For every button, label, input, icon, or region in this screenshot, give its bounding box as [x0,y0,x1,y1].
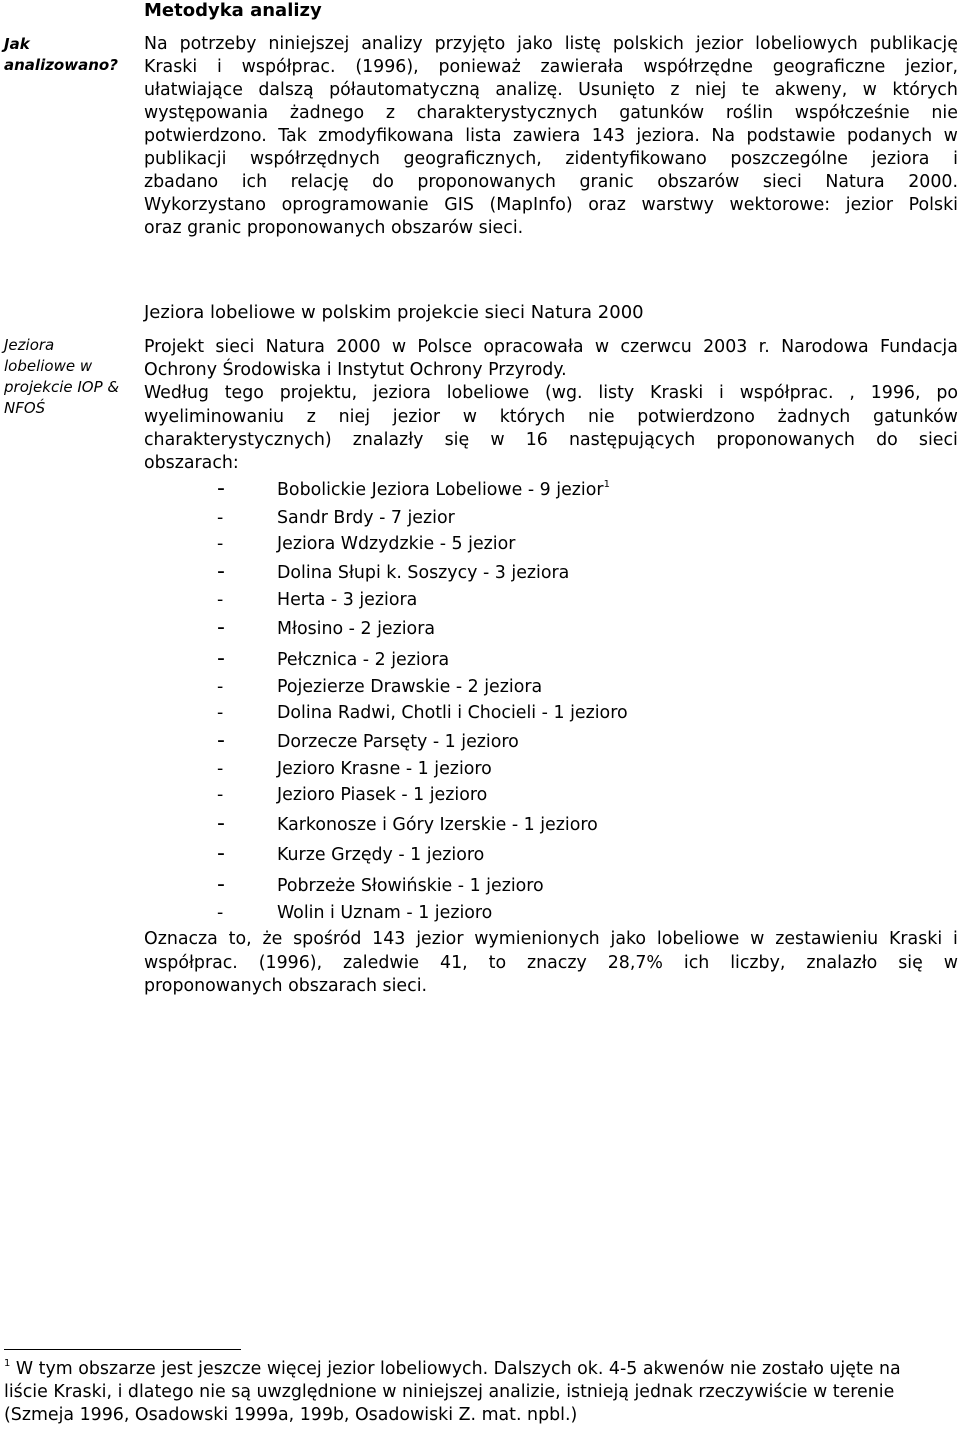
word: sieci [918,430,958,450]
word: nie [588,407,615,427]
word: proponowanych [716,430,855,450]
paragraph-line: oraz granic proponowanych obszarów sieci. [144,218,524,238]
list-dash: - [217,811,225,836]
word: Kraski [889,929,943,949]
word: poszczególne [730,149,848,169]
word: (wg. [545,383,583,403]
word: w [462,407,477,427]
word: Usunięto [578,80,655,100]
word: r. [758,337,770,357]
word: zestawieniu [775,929,879,949]
list-dash: - [217,759,224,779]
word: lobeliowe [446,383,530,403]
word: do [876,430,898,450]
word: ponieważ [438,57,521,77]
word: Tak [278,126,307,146]
word: warstwy [641,195,714,215]
word: akweny, [774,80,848,100]
word: współcześnie [794,103,910,123]
word: dalszą [258,80,314,100]
list-item: Jezioro Piasek - 1 jezioro [277,785,488,805]
word: analizę. [495,80,563,100]
list-item: Pełcznica - 2 jeziora [277,650,450,670]
word: gatunków [873,407,958,427]
word: występowania [144,103,269,123]
section-heading-natura: Jeziora lobeliowe w polskim projekcie sieci Natura 2000 [144,302,644,323]
word: i [719,383,724,403]
word: się [444,430,470,450]
word: opracowała [483,337,584,357]
word: 1996, [870,383,921,403]
list-item: Kurze Grzędy - 1 jezioro [277,845,485,865]
word: jeziora. [636,126,700,146]
word: się [898,953,923,973]
list-item: Jeziora Wdzydzkie - 5 jezior [277,534,516,554]
list-dash: - [217,646,225,671]
word: niej [338,407,371,427]
paragraph-line [144,430,958,453]
word: po [936,383,958,403]
paragraph-line [144,149,958,172]
word: Fundacja [880,337,958,357]
word: z [385,103,395,123]
paragraph-line [144,929,958,952]
word: 16 [525,430,548,450]
word: geograficzne [772,57,886,77]
word: oprogramowanie [281,195,429,215]
word: jeziora [871,149,930,169]
footnote-line: $^1$ W tym obszarze jest jeszcze więcej jezior lobeliowych. Dalszych ok. 4-5 akwenów nie zostało ujęte na [4,1358,901,1379]
word: listę [564,34,601,54]
paragraph-line [144,80,958,103]
paragraph-line [144,953,958,976]
word: Na [144,34,168,54]
list-item: Karkonosze i Góry Izerskie - 1 jezioro [277,815,598,835]
word: jezior [695,34,744,54]
list-dash: - [217,703,224,723]
word: 143 [591,126,625,146]
word: i [953,929,958,949]
word: do [372,172,394,192]
word: współrzędnych [250,149,380,169]
list-dash: - [217,872,225,897]
list-item: Pojezierze Drawskie - 2 jeziora [277,677,543,697]
word: gatunków [619,103,705,123]
side-label-iop-nfos: Jeziora lobeliowe w projekcie IOP & NFOŚ [4,336,120,417]
paragraph-line [144,34,958,57]
paragraph-line: Ochrony Środowiska i Instytut Ochrony Przyrody. [144,360,567,380]
word: zidentyfikowano [565,149,707,169]
word: żadnego [289,103,365,123]
list-dash: - [217,903,224,923]
footnote-ref: 1 [603,479,610,490]
word: ich [683,953,710,973]
word: zawierała [540,57,624,77]
word: Wykorzystano [144,195,267,215]
paragraph-line [144,337,958,360]
word: te [741,80,760,100]
list-item: Dolina Radwi, Chotli i Chocieli - 1 jezioro [277,703,628,723]
word: wektorowe: [729,195,831,215]
word: wymienionych [474,929,600,949]
word: 2000. [908,172,958,192]
word: relację [290,172,349,192]
word: liczby, [730,953,786,973]
word: Polski [908,195,958,215]
paragraph-line [144,103,958,126]
word: projektu, [279,383,358,403]
word: podanych [846,126,933,146]
word: roślin [725,103,774,123]
word: w [594,337,610,357]
word: 143 [372,929,406,949]
word: w [943,126,958,146]
word: jezior [845,195,894,215]
list-item: Jezioro Krasne - 1 jezioro [277,759,492,779]
word: w [943,953,958,973]
word: których [499,407,566,427]
list-dash: - [217,559,225,584]
word: zaledwie [343,953,420,973]
paragraph-line [144,383,958,406]
word: znaczy [527,953,587,973]
word: Polsce [417,337,473,357]
word: zmodyfikowana [318,126,454,146]
word: których [892,80,958,100]
list-dash: - [217,615,225,640]
list-dash: - [217,841,225,866]
word: czerwcu [620,337,692,357]
word: sieci [762,172,802,192]
word: Projekt [144,337,205,357]
list-item: Sandr Brdy - 7 jezior [277,508,455,528]
word: Kraski [144,57,198,77]
word: niniejszej [268,34,350,54]
list-dash: - [217,728,225,753]
footnote-line: liście Kraski, i dlatego nie są uwzględnione w niniejszej analizie, istnieją jednak rzeczywiście w terenie [4,1382,895,1402]
word: to, [228,929,252,949]
word: (1996), [258,953,323,973]
word: jezior [416,929,464,949]
paragraph-line [144,172,958,195]
word: spośród [293,929,362,949]
list-dash: - [217,785,224,805]
word: proponowanych [417,172,556,192]
list-item: Młosino - 2 jeziora [277,619,436,639]
word: półautomatyczną [329,80,480,100]
word: (MapInfo) [489,195,573,215]
paragraph-line [144,195,958,218]
word: , [849,383,855,403]
word: przyjęto [434,34,506,54]
list-item: Herta - 3 jeziora [277,590,418,610]
list-dash: - [217,508,224,528]
list-item: Dolina Słupi k. Soszycy - 3 jeziora [277,563,570,583]
word: potrzeby [179,34,257,54]
word: podstawie [746,126,836,146]
word: niej [694,80,727,100]
word: potwierdzono [637,407,755,427]
word: i [217,57,222,77]
list-dash: - [217,677,224,697]
word: znalazło [806,953,878,973]
word: to [488,953,507,973]
word: geograficznych, [403,149,542,169]
word: znalazły [352,430,424,450]
word: lobeliowe [656,929,740,949]
word: lobeliowych [755,34,858,54]
word: jako [610,929,647,949]
word: ułatwiające [144,80,243,100]
paragraph-line [144,57,958,80]
word: tego [224,383,264,403]
word: nie [931,103,958,123]
paragraph-line: obszarach: [144,453,239,473]
word: jako [517,34,553,54]
word: Kraski [650,383,704,403]
list-item: Dorzecze Parsęty - 1 jezioro [277,732,519,752]
word: że [262,929,283,949]
word: Natura [825,172,885,192]
word: (1996), [355,57,419,77]
word: GIS [444,195,474,215]
footnote-mark: 1 [4,1358,11,1369]
word: analizy [361,34,423,54]
footnote-separator [4,1349,241,1350]
word: Oznacza [144,929,218,949]
word: polskich [612,34,684,54]
word: w [750,929,765,949]
word: jezior [392,407,441,427]
word: ich [241,172,268,192]
word: publikacji [144,149,227,169]
word: żadnych [777,407,851,427]
list-dash: - [217,476,225,501]
word: i [953,149,958,169]
paragraph-line [144,407,958,430]
word: współprac. [144,953,238,973]
word: współprac. [739,383,834,403]
paragraph-line: proponowanych obszarach sieci. [144,976,428,996]
section-heading-methodology: Metodyka analizy [144,0,322,21]
side-label-how-analyzed: Jak analizowano? [4,35,118,74]
word: wyeliminowaniu [144,407,285,427]
list-item: Bobolickie Jeziora Lobeliowe - 9 jezior$^1$ [277,479,610,500]
word: charakterystycznych [416,103,598,123]
list-item: Pobrzeże Słowińskie - 1 jezioro [277,876,544,896]
word: lista [465,126,502,146]
word: potwierdzono. [144,126,267,146]
word: z [670,80,680,100]
footnote-line: (Szmeja 1996, Osadowski 1999a, 199b, Osadowiski Z. mat. npbl.) [4,1405,578,1425]
list-dash: - [217,590,224,610]
word: następujących [568,430,696,450]
word: charakterystycznych) [144,430,332,450]
word: zbadano [144,172,219,192]
word: sieci [215,337,255,357]
word: obszarów [657,172,740,192]
word: publikację [869,34,958,54]
word: 2003 [703,337,748,357]
word: jeziora [372,383,431,403]
word: Według [144,383,209,403]
word: granic [579,172,634,192]
list-dash: - [217,534,224,554]
word: listy [598,383,635,403]
word: zawiera [512,126,581,146]
list-item: Wolin i Uznam - 1 jezioro [277,903,493,923]
word: 28,7% [607,953,663,973]
word: współprac. [241,57,336,77]
word: Natura [265,337,325,357]
word: Narodowa [781,337,869,357]
word: 2000 [336,337,381,357]
paragraph-line [144,126,958,149]
word: z [306,407,316,427]
word: oraz [588,195,626,215]
word: w [391,337,407,357]
word: Na [711,126,736,146]
word: 41, [440,953,468,973]
word: jezior, [905,57,958,77]
word: w [862,80,877,100]
word: w [490,430,505,450]
word: współrzędne [643,57,753,77]
